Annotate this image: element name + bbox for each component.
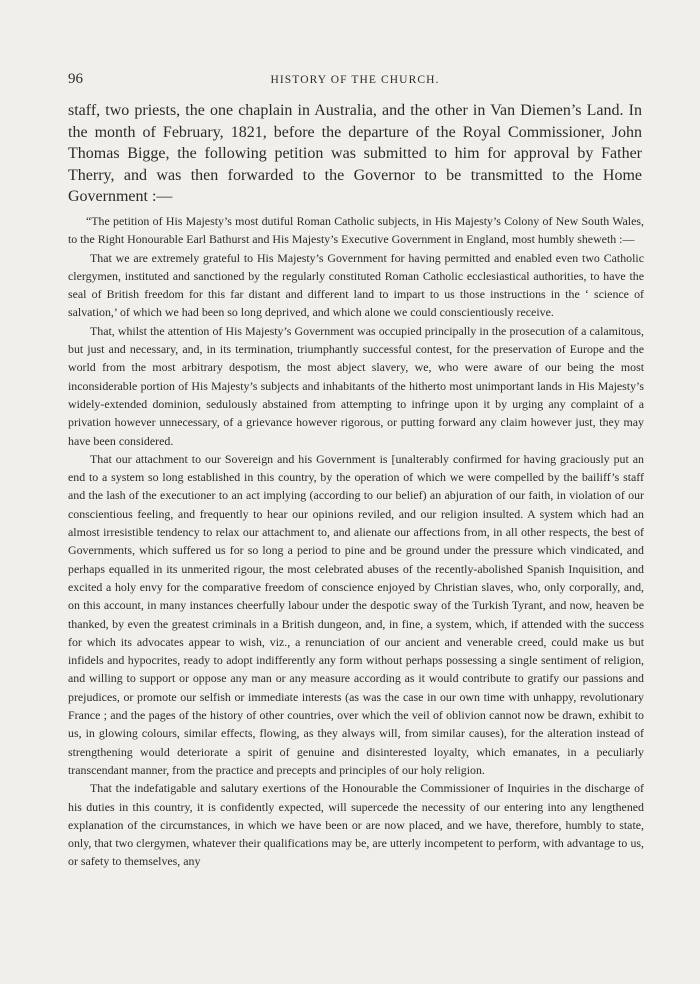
running-title: HISTORY OF THE CHURCH. [270, 74, 440, 86]
petition-paragraph: That, whilst the attention of His Majesty’s Government was occupied principally in the prosecution of a calamitous, but just and necessary, and, in its termination, triumphantly successful contest, for the preservation of Europe and the world from the most arbitrary despotism, the most abject slavery, we, who were aware of our being the most inconsiderable portion of His Majesty’s subjects and inhabitants of the hitherto most unimportant lands in His Majesty’s widely-extended dominion, sedulously abstained from attempting to infringe upon it by urging any complaint of a privation however unnecessary, of a grievance however rigorous, or putting forward any claim however just, they may have been considered. [68, 323, 644, 448]
petition-paragraph: “The petition of His Majesty’s most dutiful Roman Catholic subjects, in His Majesty’s Colony of New South Wales, to the Right Honourable Earl Bathurst and His Majesty’s Executive Government in England, most humbly sheweth :— [68, 214, 644, 247]
petition-paragraph: That we are extremely grateful to His Majesty’s Government for having permitted and enabled even two Catholic clergymen, instituted and sanctioned by the regularly constituted Roman Catholic ecclesiastical authorities, to have the seal of British freedom for this far distant and different land to impart to us those instructions in the ‘ science of salvation,’ of which we had been so long deprived, and which alone we could conscientiously receive. [68, 250, 644, 320]
page-header [68, 71, 642, 93]
intro-paragraph-block [68, 100, 642, 208]
petition-quote [68, 212, 644, 871]
page-number: 96 [68, 71, 83, 87]
petition-paragraph: That the indefatigable and salutary exertions of the Honourable the Commissioner of Inquiries in the discharge of his duties in this country, it is confidently expected, will supercede the necessity of our entering into any lengthened explanation of the circumstances, in which we have been or are now placed, and we have, therefore, humbly to state, only, that two clergymen, whatever their qualifications may be, are utterly incompetent to perform, with advantage to us, or safety to themselves, any [68, 781, 644, 869]
petition-paragraph: That our attachment to our Sovereign and his Government is [unalterably confirmed for having graciously put an end to a system so long established in this country, by the operation of which we were compelled by the bailiff’s staff and the lash of the executioner to an act implying (according to our belief) an abjuration of our faith, in violation of our conscientious feeling, and frequently to hear our opinions reviled, and our religion insulted. A system which had an almost irresistible tendency to relax our attachment to, and alienate our affections from, in all other respects, the best of Governments, which suffered us for so long a period to pine and be ground under the pressure which vindicated, and perhaps equalled in its unmerited rigour, the most celebrated abuses of the recently-abolished Spanish Inquisition, and excited a holy envy for the comparative freedom of conscience enjoyed by Christian slaves, who, only corporally, and, on this account, in many instances cheerfully labour under the despotic sway of the Turkish Tyrant, and now, heaven be thanked, by even the greatest criminals in a British dungeon, and, in fine, a system, which, if attended with the success for which its advocates appear to wish, viz., a renunciation of our ancient and venerable creed, could make us but infidels and hypocrites, ready to adopt indifferently any form without perhaps possessing a single sentiment of religion, and willing to support or oppose any man or any measure according as it would contribute to gratify our passions and prejudices, or promote our selfish or immediate interests (as was the case in our own time with unhappy, revolutionary France ; and the pages of the history of other countries, over which the veil of oblivion cannot now be drawn, exhibit to us, in glowing colours, similar effects, flowing, as they always will, from similar causes), for the alteration instead of strengthening would deteriorate a spirit of genuine and disinterested loyalty, which emanates, in a peculiarly transcendant manner, from the practice and precepts and principles of our holy religion. [68, 451, 644, 777]
intro-paragraph: staff, two priests, the one chaplain in Australia, and the other in Van Diemen’s Land. In the month of February, 1821, before the departure of the Royal Commissioner, John Thomas Bigge, the following petition was submitted to him for approval by Father Therry, and was then forwarded to the Governor to be transmitted to the Home Government :— [68, 102, 642, 206]
